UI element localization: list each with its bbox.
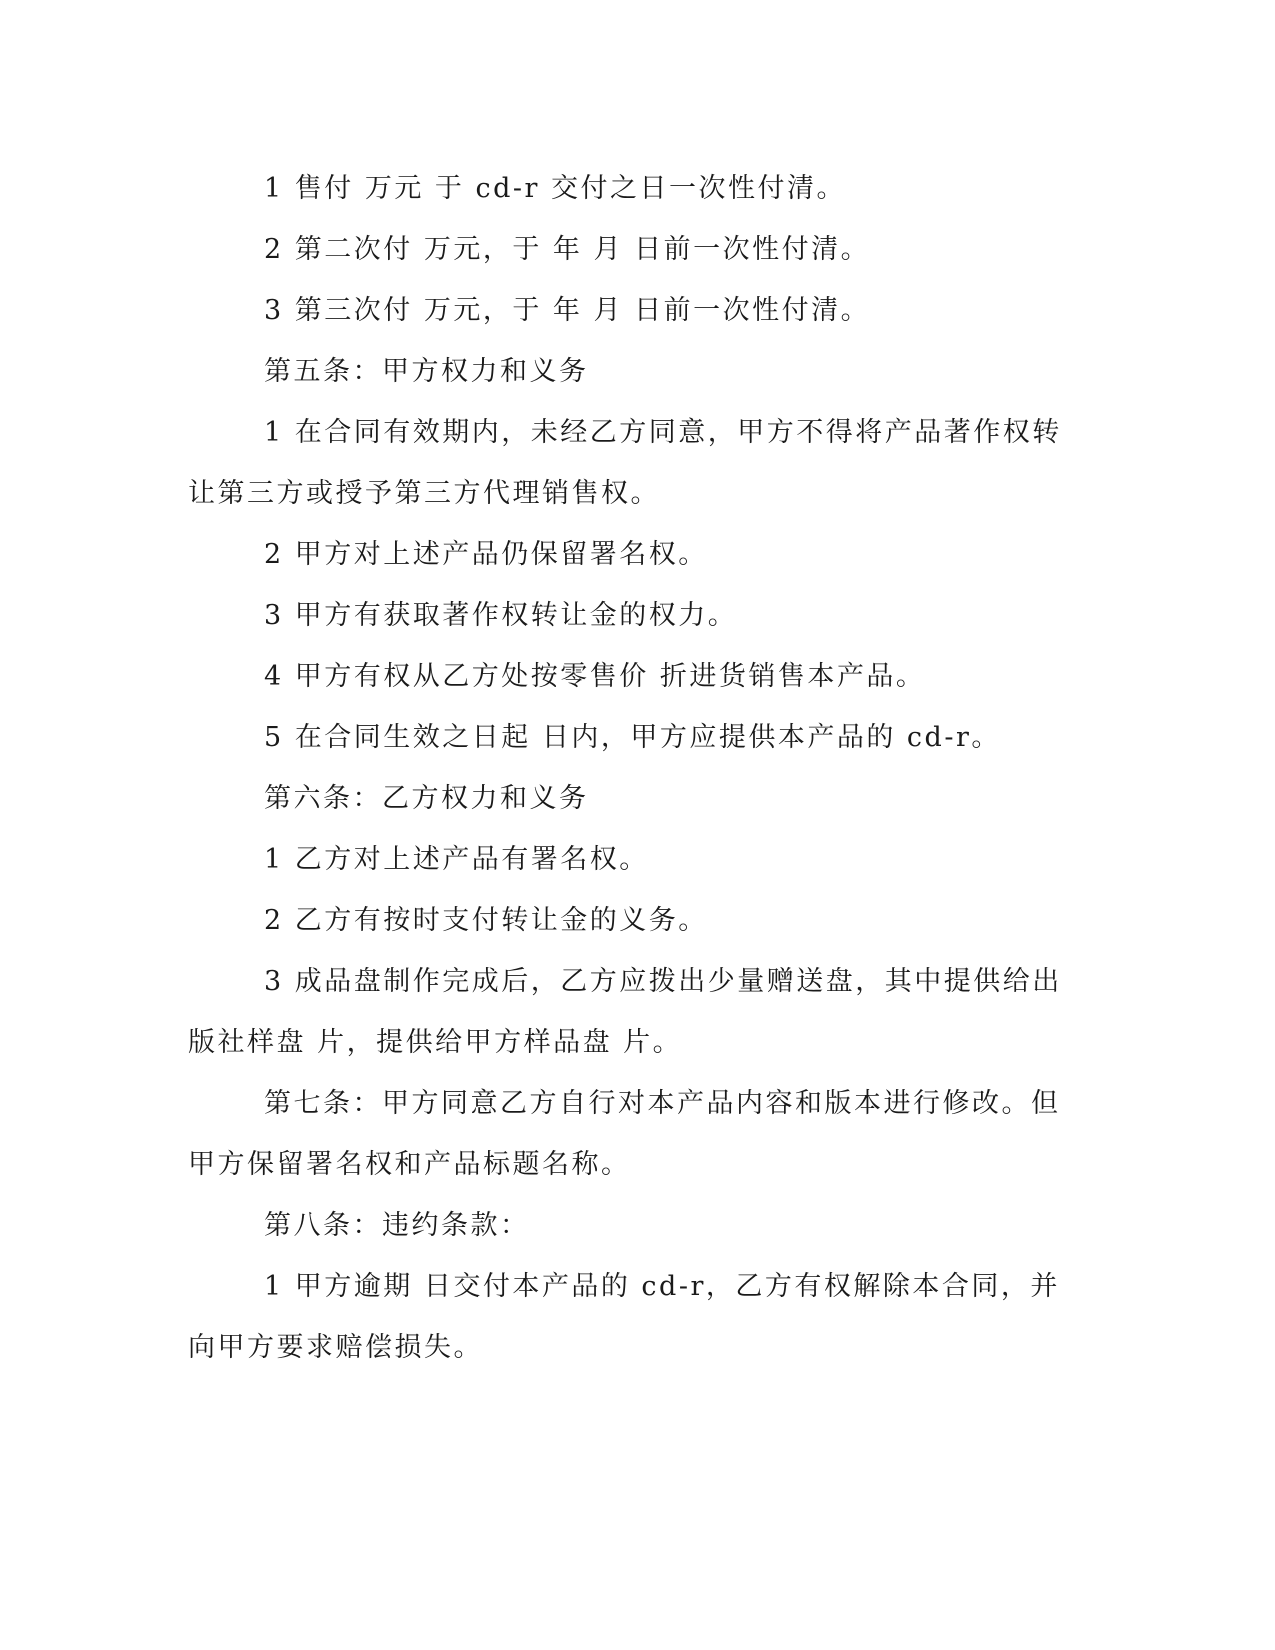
article-7: 第七条：甲方同意乙方自行对本产品内容和版本进行修改。但甲方保留署名权和产品标题名称。 — [188, 1088, 1061, 1180]
article-5-clause-4: 4 甲方有权从乙方处按零售价 折进货销售本产品。 — [264, 661, 926, 692]
article-5-clause-2: 2 甲方对上述产品仍保留署名权。 — [264, 539, 708, 570]
article-8-clause-1: 1 甲方逾期 日交付本产品的 cd-r，乙方有权解除本合同，并向甲方要求赔偿损失。 — [188, 1271, 1060, 1363]
article-6-clause-3: 3 成品盘制作完成后，乙方应拨出少量赠送盘，其中提供给出版社样盘 片，提供给甲方样品盘 片。 — [188, 966, 1062, 1058]
article-8-heading: 第八条：违约条款： — [264, 1210, 530, 1241]
article-6-heading: 第六条：乙方权力和义务 — [264, 783, 589, 814]
article-6-clause-1: 1 乙方对上述产品有署名权。 — [264, 844, 649, 875]
article-5-clause-1: 1 在合同有效期内，未经乙方同意，甲方不得将产品著作权转让第三方或授予第三方代理销售权。 — [188, 417, 1062, 509]
payment-item-1: 1 售付 万元 于 cd-r 交付之日一次性付清。 — [264, 173, 847, 204]
article-5-clause-5: 5 在合同生效之日起 日内，甲方应提供本产品的 cd-r。 — [264, 722, 1001, 753]
article-5-clause-3: 3 甲方有获取著作权转让金的权力。 — [264, 600, 738, 631]
article-5-heading: 第五条：甲方权力和义务 — [264, 356, 589, 387]
article-6-clause-2: 2 乙方有按时支付转让金的义务。 — [264, 905, 708, 936]
payment-item-3: 3 第三次付 万元，于 年 月 日前一次性付清。 — [264, 295, 871, 326]
payment-item-2: 2 第二次付 万元，于 年 月 日前一次性付清。 — [264, 234, 871, 265]
document-body — [188, 158, 1068, 1378]
